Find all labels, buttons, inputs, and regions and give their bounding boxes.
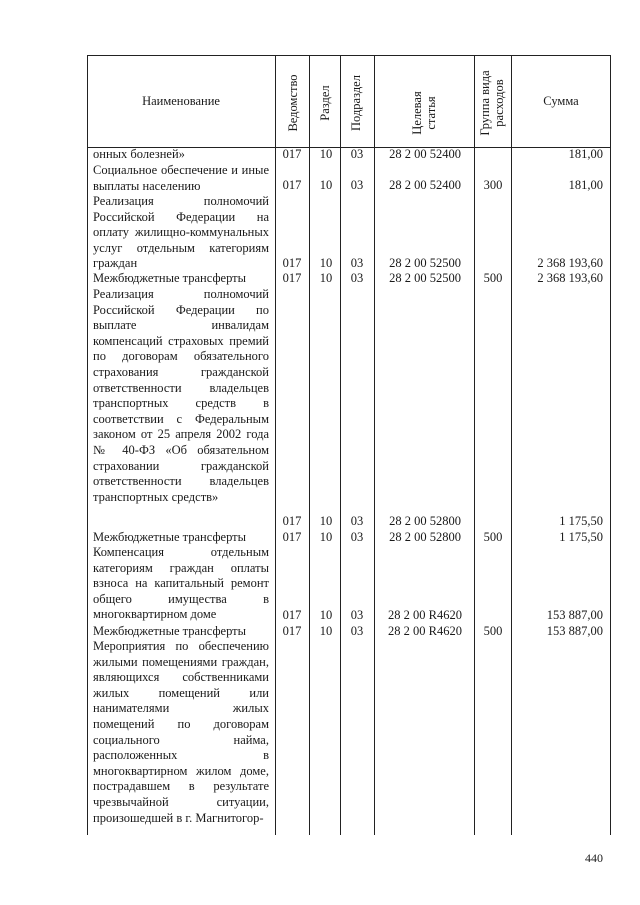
row-name: Межбюджетные трансферты — [93, 271, 247, 285]
column-divider — [374, 55, 375, 835]
row-celevaya: 28 2 00 52500 — [389, 256, 461, 270]
row-vedomstvo: 017 — [282, 530, 302, 544]
row-razdel: 10 — [319, 147, 333, 161]
row-vedomstvo: 017 — [282, 271, 302, 285]
column-divider — [511, 55, 512, 835]
budget-table — [87, 55, 611, 835]
header-gruppa: Группа вида расходов — [478, 70, 506, 136]
row-celevaya: 28 2 00 52400 — [389, 178, 461, 192]
row-celevaya: 28 2 00 R4620 — [388, 624, 462, 638]
row-vedomstvo: 017 — [282, 256, 302, 270]
header-podrazdel: Подраздел — [349, 75, 363, 131]
row-summa: 1 175,50 — [559, 530, 603, 544]
row-vedomstvo: 017 — [282, 608, 302, 622]
row-podrazdel: 03 — [350, 514, 364, 528]
row-name: Межбюджетные трансферты — [93, 530, 247, 544]
row-gruppa: 500 — [483, 624, 503, 638]
row-podrazdel: 03 — [350, 178, 364, 192]
row-vedomstvo: 017 — [282, 147, 302, 161]
row-summa: 2 368 193,60 — [537, 271, 603, 285]
row-razdel: 10 — [319, 530, 333, 544]
page-number: 440 — [585, 851, 603, 865]
row-name: Реализация полномочий Российской Федерации по выплате инвалидам компенсаций страховых премий по договорам обязательного страхования гражданской ответственности владельцев транспортных средств в соответствии с Федеральным законом от 25 апреля 2002 года № 40-ФЗ «Об обязательном страховании гражданской ответственности владельцев транспортных средств» — [93, 287, 269, 504]
row-podrazdel: 03 — [350, 608, 364, 622]
header-vedomstvo: Ведомство — [286, 74, 300, 132]
row-summa: 181,00 — [568, 147, 603, 161]
row-podrazdel: 03 — [350, 256, 364, 270]
header-celevaya: Целевая статья — [410, 91, 438, 135]
row-celevaya: 28 2 00 52800 — [389, 530, 461, 544]
row-podrazdel: 03 — [350, 147, 364, 161]
row-gruppa: 500 — [483, 271, 503, 285]
row-celevaya: 28 2 00 52800 — [389, 514, 461, 528]
row-razdel: 10 — [319, 256, 333, 270]
row-razdel: 10 — [319, 608, 333, 622]
row-summa: 153 887,00 — [546, 608, 603, 622]
column-divider — [474, 55, 475, 835]
row-podrazdel: 03 — [350, 624, 364, 638]
row-name: Компенсация отдельным категориям граждан оплаты взноса на капитальный ремонт общего имущества в многоквартирном доме — [93, 545, 269, 622]
row-summa: 153 887,00 — [546, 624, 603, 638]
row-vedomstvo: 017 — [282, 514, 302, 528]
row-celevaya: 28 2 00 R4620 — [388, 608, 462, 622]
header-name: Наименование — [142, 93, 220, 108]
row-podrazdel: 03 — [350, 271, 364, 285]
row-vedomstvo: 017 — [282, 624, 302, 638]
column-divider — [309, 55, 310, 835]
row-vedomstvo: 017 — [282, 178, 302, 192]
header-razdel: Раздел — [318, 85, 332, 121]
row-name: Мероприятия по обеспечению жилыми помещениями граждан, являющихся собственниками жилых помещений или нанимателями жилых помещений по договорам социального найма, расположенных в многоквартирном жилом доме, пострадавшем в результате чрезвычайной ситуации, произошедшей в г. Магнитогор- — [93, 639, 269, 825]
row-razdel: 10 — [319, 624, 333, 638]
row-razdel: 10 — [319, 514, 333, 528]
row-gruppa: 300 — [483, 178, 503, 192]
row-celevaya: 28 2 00 52400 — [389, 147, 461, 161]
row-name: Реализация полномочий Российской Федерации на оплату жилищно-коммунальных услуг отдельным категориям граждан — [93, 194, 269, 271]
table-border-right — [610, 55, 611, 835]
row-summa: 1 175,50 — [559, 514, 603, 528]
row-name: онных болезней» — [93, 147, 185, 161]
table-border-left — [87, 55, 88, 835]
header-summa: Сумма — [543, 93, 579, 108]
row-gruppa: 500 — [483, 530, 503, 544]
row-razdel: 10 — [319, 178, 333, 192]
row-razdel: 10 — [319, 271, 333, 285]
row-summa: 181,00 — [568, 178, 603, 192]
column-divider — [275, 55, 276, 835]
row-name: Социальное обеспечение и иные выплаты населению — [93, 163, 269, 193]
row-name: Межбюджетные трансферты — [93, 624, 247, 638]
column-divider — [340, 55, 341, 835]
row-podrazdel: 03 — [350, 530, 364, 544]
row-celevaya: 28 2 00 52500 — [389, 271, 461, 285]
row-summa: 2 368 193,60 — [537, 256, 603, 270]
